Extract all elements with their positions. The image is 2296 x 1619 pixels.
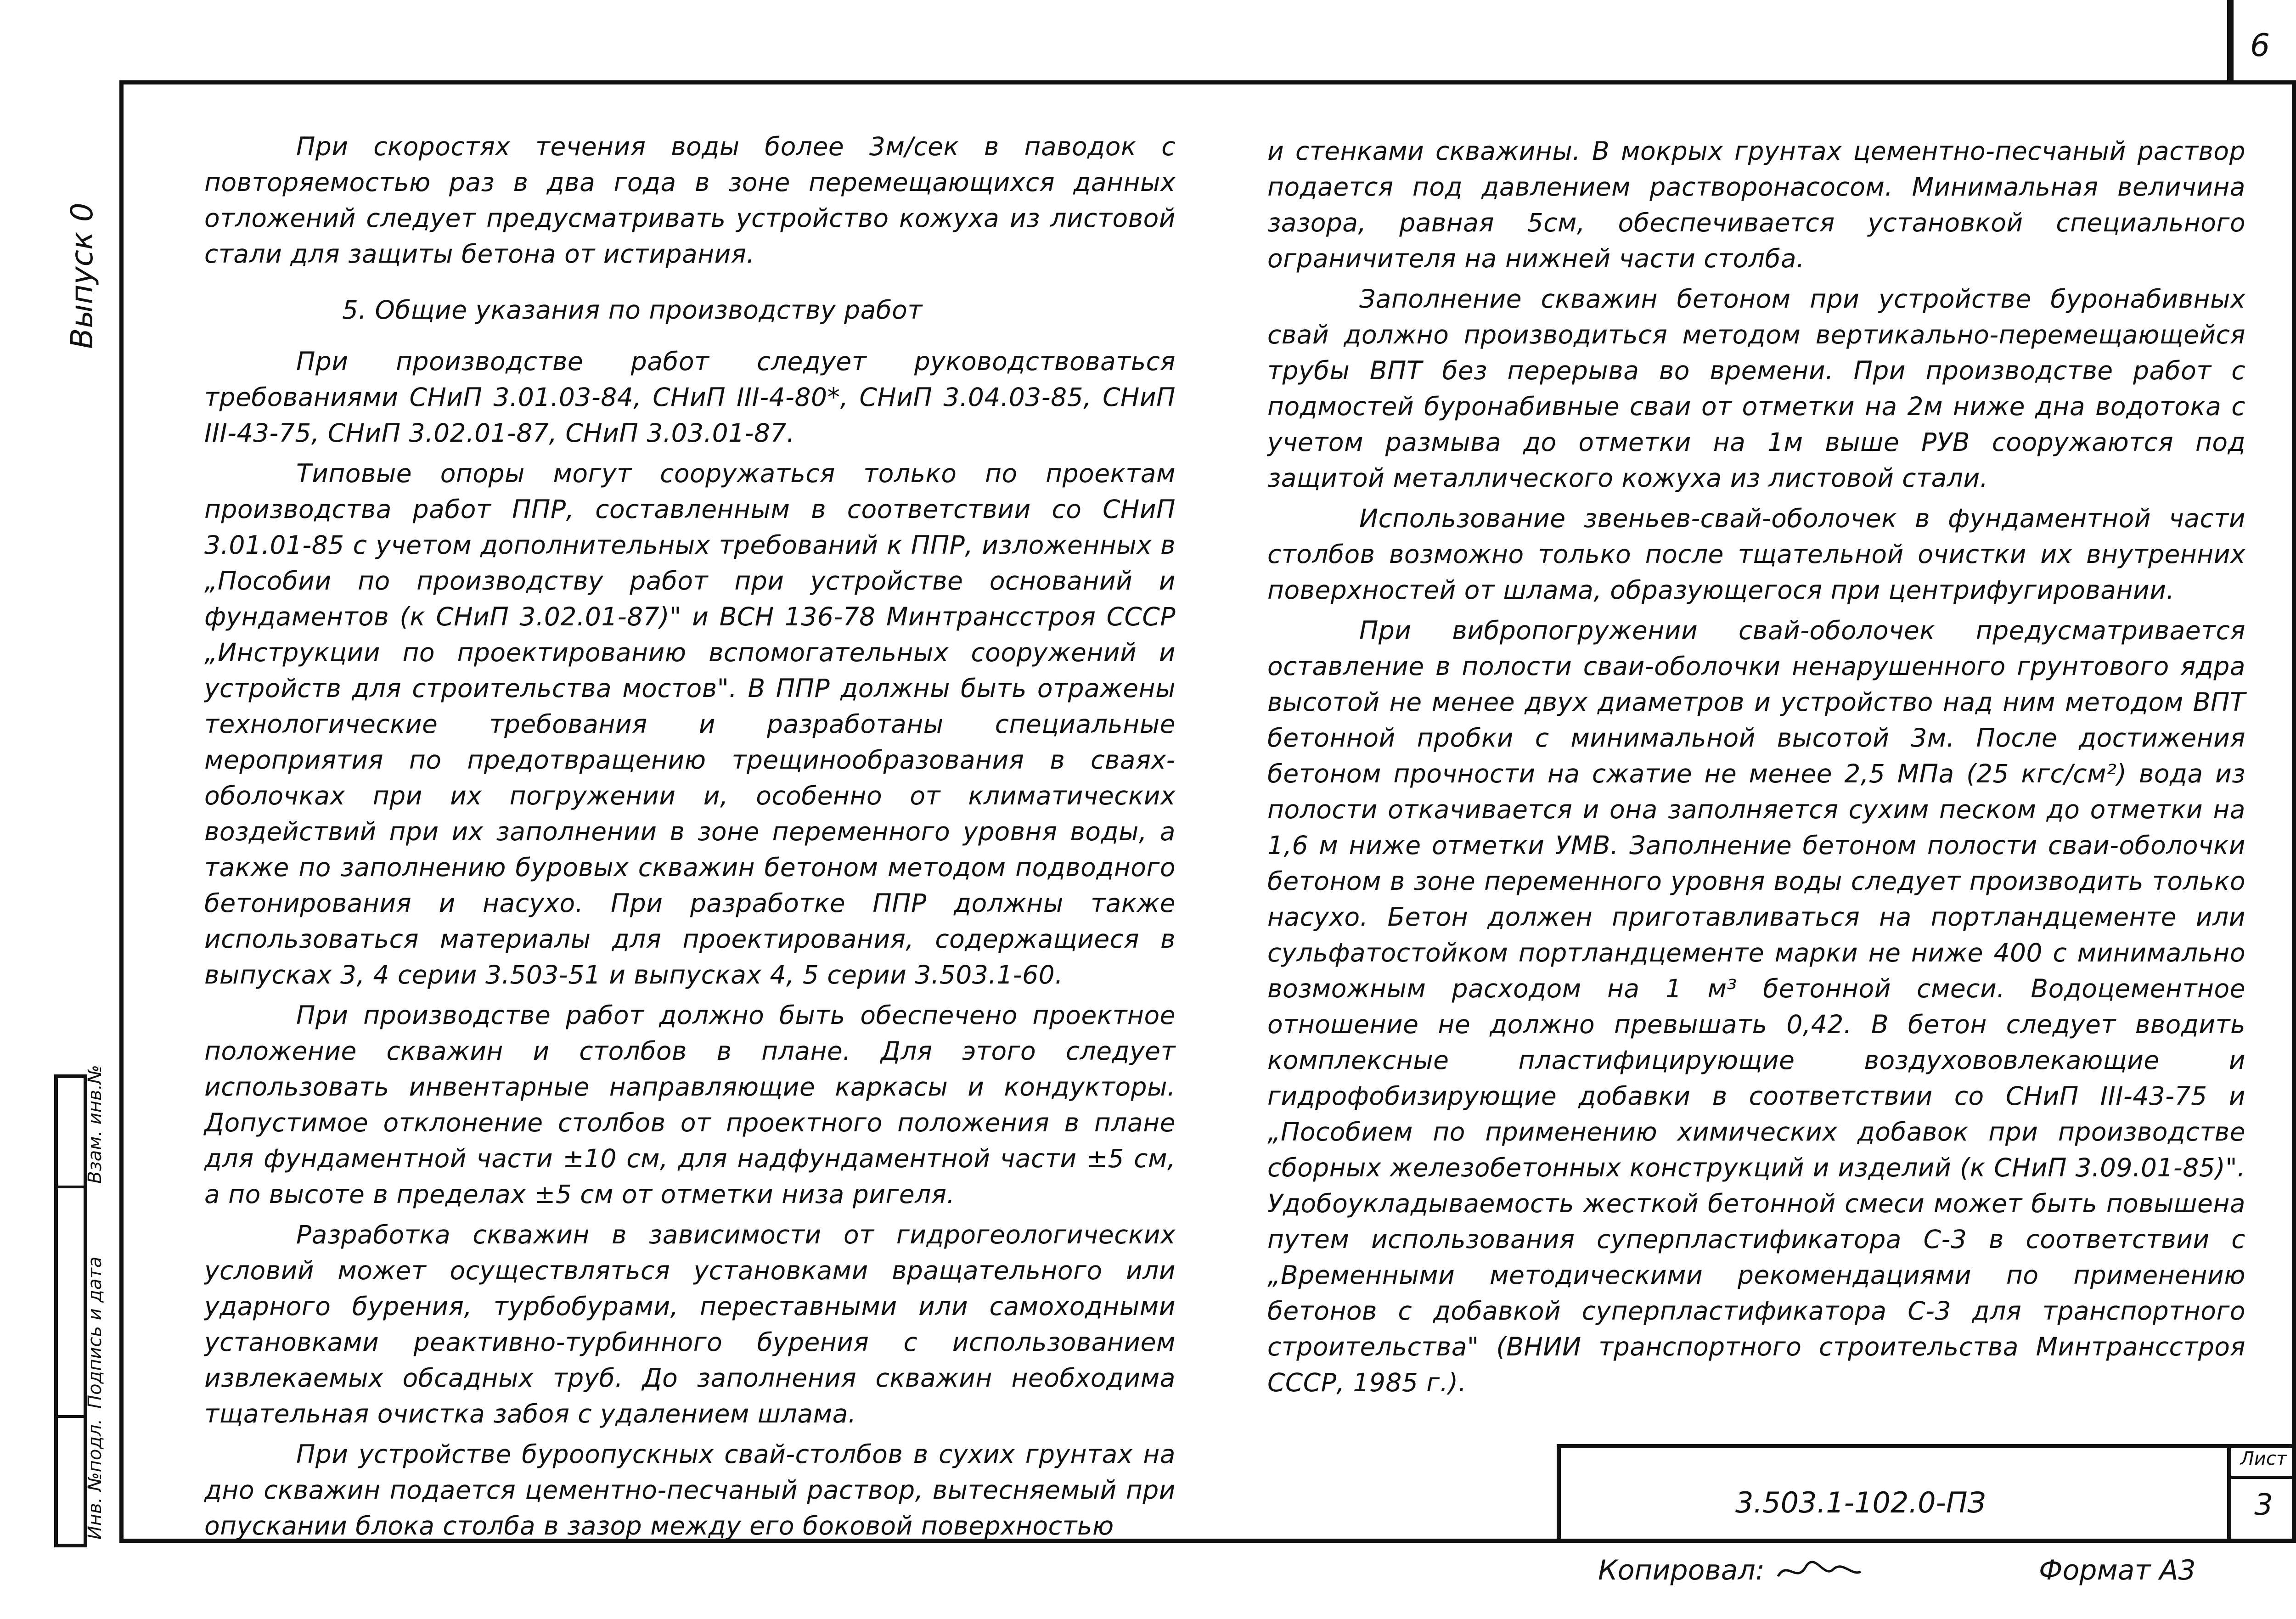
- paragraph: При производстве работ должно быть обеспечено проектное положение скважин и столбов в плане. Для этого следует использовать инвентарные направляющие каркасы и кондукторы. Допустимое отклонение столбов от проектного положения в плане для фундаментной части ±10 см, для надфундаментной части ±5 см, а по высоте в пределах ±5 см от отметки низа ригеля.: [204, 1001, 1176, 1209]
- document-code: 3.503.1-102.0-ПЗ: [1735, 1486, 1986, 1519]
- stamp-label: Подпись и дата: [84, 1256, 106, 1409]
- paragraph: При производстве работ следует руководствоваться требованиями СНиП 3.01.03-84, СНиП III-4-80*, СНиП 3.04.03-85, СНиП III-43-75, СНиП 3.02.01-87, СНиП 3.03.01-87.: [204, 347, 1176, 448]
- margin-label: Выпуск 0: [64, 202, 100, 349]
- stamp-label: Взам. инв.№: [84, 1065, 106, 1184]
- section-heading: 5. Общие указания по производству работ: [342, 295, 923, 325]
- right-column: [1267, 133, 2245, 1400]
- stamp-cell-signature: [58, 1188, 106, 1418]
- stamp-cell-replace: [58, 1065, 106, 1188]
- paragraph: и стенками скважины. В мокрых грунтах цементно-песчаный раствор подается под давлением растворонасосом. Минимальная величина зазора, равная 5см, обеспечивается установкой специального ограничителя на нижней части столба.: [1267, 136, 2245, 273]
- paragraph: При скоростях течения воды более 3м/сек в паводок с повторяемостью раз в два года в зоне перемещающихся данных отложений следует предусматривать устройство кожуха из листовой стали для защиты бетона от истирания.: [204, 132, 1176, 269]
- sheet-number: 6: [2250, 28, 2270, 64]
- title-block: [1557, 1444, 2296, 1543]
- signature-icon: [1773, 1558, 1865, 1585]
- copied-by-label: [1598, 1554, 1865, 1586]
- format-label: Формат А3: [2039, 1554, 2196, 1586]
- sheet-tab-line: [2227, 0, 2234, 82]
- copied-label: Копировал:: [1598, 1554, 1765, 1586]
- sheet-label: Лист: [2231, 1448, 2296, 1479]
- paragraph: При вибропогружении свай-оболочек предусматривается оставление в полости сваи-оболочки ненарушенного грунтового ядра высотой не менее двух диаметров и устройство над ним методом ВПТ бетонной пробки с минимальной высотой 3м. После достижения бетоном прочности на сжатие не менее 2,5 МПа (25 кгс/см²) вода из полости откачивается и она заполняется сухим песком до отметки на 1,6 м ниже отметки УМВ. Заполнение бетоном полости сваи-оболочки бетоном в зоне переменного уровня воды следует производить только насухо. Бетон должен приготавливаться на портландцементе или сульфатостойком портландцементе марки не ниже 400 с минимально возможным расходом на 1 м³ бетонной смеси. Водоцементное отношение не должно превышать 0,42. В бетон следует вводить комплексные пластифицирующие воздухововлекающие и гидрофобизирующие добавки в соответствии со СНиП III-43-75 и „Пособием по применению химических добавок при производстве сборных железобетонных конструкций и изделий (к СНиП 3.09.01-85)". Удобоукладываемость жесткой бетонной смеси может быть повышена путем использования суперпластификатора С-3 в соответствии с „Временными методическими рекомендациями по применению бетонов с добавкой суперпластификатора С-3 для транспортного строительства" (ВНИИ транспортного строительства Минтрансстроя СССР, 1985 г.).: [1267, 616, 2245, 1397]
- paragraph: Разработка скважин в зависимости от гидрогеологических условий может осуществляться установками вращательного или ударного бурения, турбобурами, переставными или самоходными установками реактивно-турбинного бурения с использованием извлекаемых обсадных труб. До заполнения скважин необходима тщательная очистка забоя с удалением шлама.: [204, 1220, 1176, 1428]
- paragraph: Заполнение скважин бетоном при устройстве буронабивных свай должно производиться методом вертикально-перемещающейся трубы ВПТ без перерыва во времени. При производстве работ с подмостей буронабивные сваи от отметки на 2м ниже дна водотока с учетом размыва до отметки на 1м выше РУВ сооружаются под защитой металлического кожуха из листовой стали.: [1267, 284, 2245, 493]
- stamp-cell-inventory: [58, 1418, 106, 1544]
- sheet-value: 3: [2254, 1488, 2273, 1522]
- sheet-column: [2227, 1448, 2296, 1543]
- paragraph: Типовые опоры могут сооружаться только по проектам производства работ ППР, составленным в соответствии со СНиП 3.01.01-85 с учетом дополнительных требований к ППР, изложенных в „Пособии по производству работ при устройстве оснований и фундаментов (к СНиП 3.02.01-87)" и ВСН 136-78 Минтрансстроя СССР „Инструкции по проектированию вспомогательных сооружений и устройств для строительства мостов". В ППР должны быть отражены технологические требования и разработаны специальные мероприятия по предотвращению трещинообразования в сваях-оболочках при их погружении и, особенно от климатических воздействий при их заполнении в зоне переменного уровня воды, а также по заполнению буровых скважин бетоном методом подводного бетонирования и насухо. При разработке ППР должны также использоваться материалы для проектирования, содержащиеся в выпусках 3, 4 серии 3.503-51 и выпусках 4, 5 серии 3.503.1-60.: [204, 459, 1176, 989]
- paragraph: Использование звеньев-свай-оболочек в фундаментной части столбов возможно только после тщательной очистки их внутренних поверхностей от шлама, образующегося при центрифугировании.: [1267, 504, 2245, 605]
- side-stamp: [54, 1065, 106, 1547]
- paragraph: При устройстве буроопускных свай-столбов в сухих грунтах на дно скважин подается цементно-песчаный раствор, вытесняемый при опускании блока столба в зазор между его боковой поверхностью: [204, 1439, 1176, 1540]
- stamp-label: Инв. №подл.: [84, 1418, 106, 1540]
- left-column: [204, 129, 1176, 1544]
